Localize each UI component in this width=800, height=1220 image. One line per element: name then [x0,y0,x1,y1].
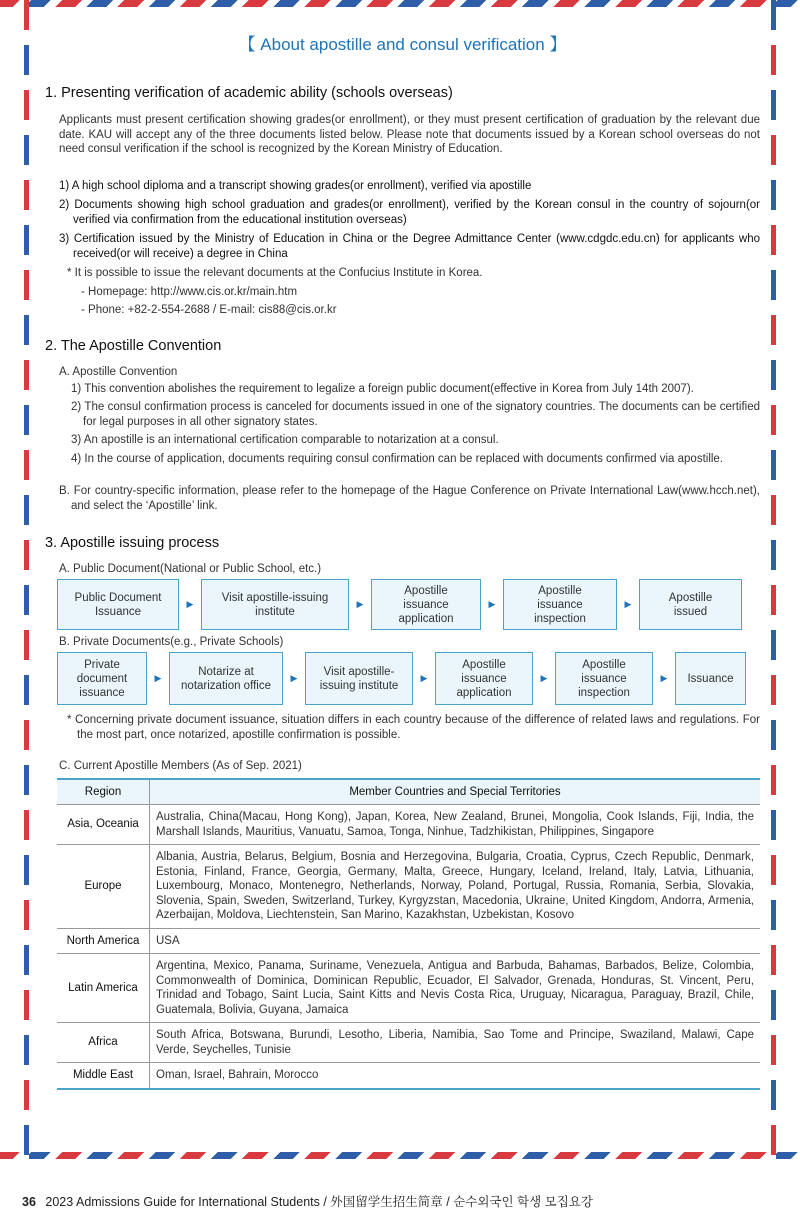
page-number: 36 [22,1195,36,1209]
flow-step: Apostille issuance application [435,652,533,705]
section2-heading: 2. The Apostille Convention [45,337,222,354]
section1-heading: 1. Presenting verification of academic ability (schools overseas) [45,85,453,101]
column-header: Member Countries and Special Territories [150,779,761,805]
arrow-right-icon: ▶ [186,599,194,609]
arrow-right-icon: ▶ [488,599,496,609]
table-row [57,845,760,929]
table-row [57,928,760,954]
section-apostille-convention [45,338,760,514]
confucius-note: * It is possible to issue the relevant documents at the Confucius Institute in Korea. [67,267,483,279]
flow-step: Notarize at notarization office [169,652,283,705]
flow-step: Issuance [675,652,746,705]
region-cell: Africa [57,1023,150,1063]
arrow-right-icon: ▶ [420,673,428,683]
section1-body: Applicants must present certification showing grades(or enrollment), or they must present certification of graduation by the relevant due date. KAU will accept any of the three documents listed below. Please note that documents issued by a Korean school overseas do not need consul verification if the school is recognized by the Korean Ministry of Education. [59,114,760,155]
list-item: 2) The consul confirmation process is canceled for documents issued in one of the signatory countries. The documents can be certified for legal purposes in all other signatory states. [71,401,760,428]
countries-cell: Australia, China(Macau, Hong Kong), Japan, Korea, New Zealand, Brunei, Mongolia, Cook Islands, Fiji, India, the Marshall Islands, Mauritius, Vanuatu, Samoa, Tonga, Ninhue, Tadzhikistan, Philippines, Singapore [150,805,761,845]
flow-step: Public Document Issuance [57,579,179,630]
list-item: 3) An apostille is an international certification comparable to notarization at a consul. [71,434,499,446]
countries-cell: South Africa, Botswana, Burundi, Lesotho, Liberia, Namibia, Sao Tome and Principe, Swaziland, Malawi, Cape Verde, Seychelles, Tunisie [150,1023,761,1063]
region-cell: Latin America [57,954,150,1023]
region-cell: North America [57,928,150,954]
countries-cell: Oman, Israel, Bahrain, Morocco [150,1063,761,1089]
section2-list [71,382,760,467]
arrow-right-icon: ▶ [624,599,632,609]
airmail-border-top [0,0,800,7]
public-process-label: A. Public Document(National or Public School, etc.) [59,563,322,575]
arrow-right-icon: ▶ [540,673,548,683]
page-title: 【 About apostille and consul verification 】 [238,35,567,54]
contact-info: - Phone: +82-2-554-2688 / E-mail: cis88@cis.or.kr [81,304,337,316]
flow-step: Apostille issuance inspection [503,579,617,630]
list-item: 2) Documents showing high school graduation and grades(or enrollment), verified by the Korean consul in the country of sojourn(or verified via confirmation from the educational institution overseas) [59,199,760,226]
flow-step: Private document issuance [57,652,147,705]
airmail-border-left [24,0,29,1159]
apostille-members-table [57,778,760,1090]
countries-cell: USA [150,928,761,954]
arrow-right-icon: ▶ [154,673,162,683]
table-row [57,805,760,845]
list-item: 3) Certification issued by the Ministry of Education in China or the Degree Admittance Center (www.cdgdc.edu.cn) for applicants who received(or will receive) a degree in China [59,233,760,260]
section2-b-text: B. For country-specific information, please refer to the homepage of the Hague Conference on Private International Law(www.hcch.net), and select the ‘Apostille’ link. [59,485,760,512]
section-issuing-process [45,535,760,1090]
region-cell: Europe [57,845,150,929]
flow-step: Apostille issued [639,579,742,630]
list-item: 1) This convention abolishes the requirement to legalize a foreign public document(effective in Korea from July 14th 2007). [71,382,694,395]
list-item: 1) A high school diploma and a transcript showing grades(or enrollment), verified via apostille [59,179,532,192]
flow-step: Apostille issuance inspection [555,652,653,705]
countries-cell: Argentina, Mexico, Panama, Suriname, Venezuela, Antigua and Barbuda, Bahamas, Barbados, Belize, Colombia, Commonwealth of Dominica, Dominican Republic, Ecuador, El Salvador, Grenada, Honduras, St. Vincent, Peru, Trinidad and Tobago, Saint Lucia, Saint Kitts and Nevis Costa Rica, Uruguay, Nicaragua, Paraguay, Brazil, Chile, Guatemala, Bolivia, Guyana, Jamaica [150,954,761,1023]
table-row [57,954,760,1023]
footer-text: 2023 Admissions Guide for International Students / 外国留学生招生简章 / 순수외국인 학생 모집요강 [45,1195,593,1209]
page-content [45,30,760,1108]
table-row [57,1063,760,1089]
list-item: 4) In the course of application, documents requiring consul confirmation can be replaced with documents confirmed via apostille. [71,452,724,465]
public-process-flow [57,579,760,630]
flow-step: Visit apostille-issuing institute [305,652,413,705]
arrow-right-icon: ▶ [290,673,298,683]
section2-a-label: A. Apostille Convention [59,365,178,378]
section1-list [59,179,760,262]
countries-cell: Albania, Austria, Belarus, Belgium, Bosnia and Herzegovina, Bulgaria, Croatia, Cyprus, Czech Republic, Denmark, Estonia, Finland, France, Georgia, Germany, Malta, Greece, Hungary, Iceland, Ireland, Italy, Latvia, Lithuania, Luxembourg, Monaco, Montenegro, Netherlands, Norway, Poland, Portugal, Russia, Romania, Serbia, Slovakia, Slovenia, Spain, Sweden, Switzerland, Turkey, Kyrgyzstan, Macedonia, Ukraine, United Kingdom, Andorra, Armenia, Azerbaijan, Moldova, Liechtenstein, San Marino, Kazakhstan, Uzbekistan, Kosovo [150,845,761,929]
page-footer [22,1192,593,1210]
region-cell: Middle East [57,1063,150,1089]
table-row [57,1023,760,1063]
private-process-label: B. Private Documents(e.g., Private Schools) [59,636,284,648]
private-process-note: * Concerning private document issuance, situation differs in each country because of the difference of related laws and regulations. For the most part, once notarized, apostille confirmation is possible. [67,714,760,741]
flow-step: Apostille issuance application [371,579,481,630]
table-header-row [57,779,760,805]
section-verification [45,85,760,318]
homepage-link[interactable]: - Homepage: http://www.cis.or.kr/main.htm [81,285,298,298]
region-cell: Asia, Oceania [57,805,150,845]
airmail-border-right [771,0,776,1159]
members-label: C. Current Apostille Members (As of Sep. 2021) [59,760,302,772]
column-header: Region [57,779,150,805]
arrow-right-icon: ▶ [356,599,364,609]
flow-step: Visit apostille-issuing institute [201,579,349,630]
section3-heading: 3. Apostille issuing process [45,535,220,551]
airmail-border-bottom [0,1152,800,1159]
arrow-right-icon: ▶ [660,673,668,683]
private-process-flow [57,652,760,705]
